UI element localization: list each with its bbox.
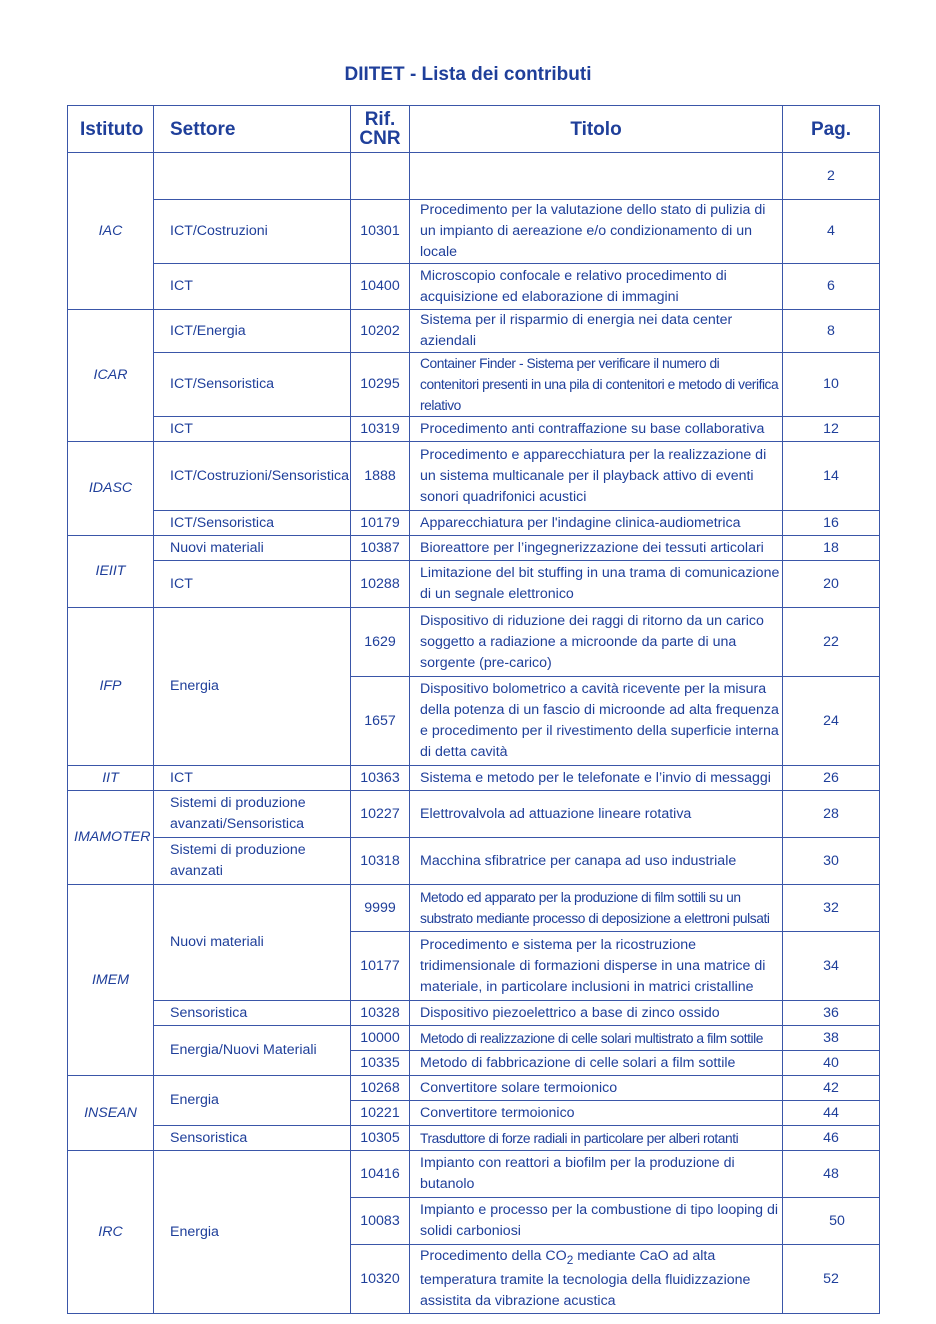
settore-cell: Sensoristica [154,1001,351,1026]
rif-cell: 10363 [351,766,410,791]
pag-cell: 36 [783,1001,880,1026]
header-settore: Settore [154,106,351,153]
titolo-cell: Procedimento per la valutazione dello stato di pulizia di un impianto di aereazione e/o condizionamento di un locale [410,200,783,264]
titolo-cell: Sistema e metodo per le telefonate e l’invio di messaggi [410,766,783,791]
titolo-cell: Dispositivo piezoelettrico a base di zinco ossido [410,1001,783,1026]
rif-cell: 10301 [351,200,410,264]
rif-cell: 1629 [351,608,410,677]
settore-cell: ICT [154,766,351,791]
settore-cell: ICT [154,264,351,310]
pag-cell: 28 [783,791,880,838]
pag-cell: 12 [783,417,880,442]
settore-cell: Energia/Nuovi Materiali [154,1026,351,1076]
table-row [68,791,880,838]
titolo-cell: Metodo ed apparato per la produzione di film sottili su un substrato mediante processo di deposizione a elettroni pulsati [410,885,783,932]
settore-cell: Sistemi di produzione avanzati/Sensoristica [154,791,351,838]
settore-cell: ICT/Energia [154,310,351,353]
istituto-cell: ICAR [68,310,154,442]
co2-subscript: 2 [566,1252,574,1267]
settore-cell: Energia [154,608,351,766]
table-row [68,511,880,536]
rif-cell: 10227 [351,791,410,838]
pag-cell: 8 [783,310,880,353]
titolo-cell [410,1245,783,1314]
istituto-cell: INSEAN [68,1076,154,1151]
pag-cell: 14 [783,442,880,511]
rif-cell [351,153,410,200]
pag-cell: 42 [783,1076,880,1101]
titolo-cell: Elettrovalvola ad attuazione lineare rotativa [410,791,783,838]
settore-cell: ICT/Sensoristica [154,511,351,536]
settore-cell: ICT [154,561,351,608]
pag-cell: 24 [783,677,880,766]
rif-cell: 10400 [351,264,410,310]
contributions-table [67,105,880,1314]
settore-cell [154,153,351,200]
pag-cell: 26 [783,766,880,791]
titolo-cell: Microscopio confocale e relativo procedimento di acquisizione ed elaborazione di immagini [410,264,783,310]
rif-cell: 10416 [351,1151,410,1198]
rif-cell: 10221 [351,1101,410,1126]
titolo-cell: Procedimento e sistema per la ricostruzione tridimensionale di formazioni disperse in una matrice di materiale, in particolare inclusioni in matrici cristalline [410,932,783,1001]
rif-cell: 10083 [351,1198,410,1245]
settore-cell: ICT [154,417,351,442]
pag-cell: 48 [783,1151,880,1198]
pag-cell: 52 [783,1245,880,1314]
titolo-cell: Sistema per il risparmio di energia nei data center aziendali [410,310,783,353]
rif-cell: 10268 [351,1076,410,1101]
rif-cell: 10335 [351,1051,410,1076]
settore-cell: ICT/Costruzioni [154,200,351,264]
table-row [68,1151,880,1198]
pag-cell: 40 [783,1051,880,1076]
table-row [68,885,880,932]
settore-cell: Nuovi materiali [154,885,351,1001]
pag-cell: 20 [783,561,880,608]
table-row [68,608,880,677]
istituto-cell: IRC [68,1151,154,1314]
titolo-text-pre: Procedimento della CO [420,1247,567,1264]
pag-cell: 16 [783,511,880,536]
istituto-cell: IMEM [68,885,154,1076]
table-row [68,1001,880,1026]
pag-cell: 32 [783,885,880,932]
pag-cell: 44 [783,1101,880,1126]
titolo-cell: Impianto e processo per la combustione di tipo looping di solidi carboniosi [410,1198,783,1245]
header-istituto: Istituto [68,106,154,153]
table-row [68,766,880,791]
titolo-cell: Procedimento e apparecchiatura per la realizzazione di un sistema multicanale per il playback attivo di eventi sonori quadrifonici acustici [410,442,783,511]
titolo-cell: Dispositivo di riduzione dei raggi di ritorno da un carico soggetto a radiazione a microonde da parte di una sorgente (pre-carico) [410,608,783,677]
pag-cell: 10 [783,353,880,417]
titolo-cell: Impianto con reattori a biofilm per la produzione di butanolo [410,1151,783,1198]
titolo-cell: Macchina sfibratrice per canapa ad uso industriale [410,838,783,885]
titolo-cell: Metodo di fabbricazione di celle solari a film sottile [410,1051,783,1076]
table-row [68,200,880,264]
header-row [68,106,880,153]
rif-cell: 10202 [351,310,410,353]
pag-cell: 38 [783,1026,880,1051]
rif-cell: 10177 [351,932,410,1001]
table-row [68,442,880,511]
settore-cell: Sensoristica [154,1126,351,1151]
istituto-cell: IIT [68,766,154,791]
pag-cell: 34 [783,932,880,1001]
table-row [68,561,880,608]
header-pag: Pag. [783,106,880,153]
rif-cell: 1657 [351,677,410,766]
istituto-cell: IDASC [68,442,154,536]
istituto-cell: IFP [68,608,154,766]
istituto-cell: IMAMOTER [68,791,154,885]
header-titolo: Titolo [410,106,783,153]
page-title: DIITET - Lista dei contributi [344,64,592,85]
header-rif-cnr [351,106,410,153]
rif-cell: 10328 [351,1001,410,1026]
pag-cell: 46 [783,1126,880,1151]
rif-cell: 10179 [351,511,410,536]
rif-cell: 9999 [351,885,410,932]
table-row [68,1026,880,1051]
titolo-cell: Dispositivo bolometrico a cavità ricevente per la misura della potenza di un fascio di microonde ad alta frequenza e procedimento per il rivestimento della superficie interna di detta cavità [410,677,783,766]
settore-cell: Energia [154,1076,351,1126]
table-row [68,310,880,353]
rif-cell: 10305 [351,1126,410,1151]
istituto-cell: IAC [68,153,154,310]
pag-cell: 4 [783,200,880,264]
settore-cell: Nuovi materiali [154,536,351,561]
header-rif-line1: Rif. [364,109,396,130]
titolo-cell: Apparecchiatura per l'indagine clinica-audiometrica [410,511,783,536]
pag-cell: 6 [783,264,880,310]
titolo-cell: Limitazione del bit stuffing in una trama di comunicazione di un segnale elettronico [410,561,783,608]
pag-cell: 18 [783,536,880,561]
pag-cell: 50 [783,1198,880,1245]
settore-cell: Energia [154,1151,351,1314]
table-row [68,264,880,310]
table-row [68,353,880,417]
table-row [68,838,880,885]
titolo-cell: Convertitore solare termoionico [410,1076,783,1101]
pag-cell: 30 [783,838,880,885]
istituto-cell: IEIIT [68,536,154,608]
rif-cell: 10387 [351,536,410,561]
header-rif-line2: CNR [359,128,401,149]
titolo-cell: Procedimento anti contraffazione su base collaborativa [410,417,783,442]
rif-cell: 1888 [351,442,410,511]
titolo-cell: Bioreattore per l’ingegnerizzazione dei tessuti articolari [410,536,783,561]
table-row [68,1076,880,1101]
rif-cell: 10320 [351,1245,410,1314]
titolo-cell [410,153,783,200]
table-row [68,1126,880,1151]
titolo-cell: Container Finder - Sistema per verificare il numero di contenitori presenti in una pila di contenitori e metodo di verifica relativo [410,353,783,417]
titolo-cell: Convertitore termoionico [410,1101,783,1126]
table-row [68,417,880,442]
rif-cell: 10319 [351,417,410,442]
pag-cell: 22 [783,608,880,677]
settore-cell: Sistemi di produzione avanzati [154,838,351,885]
titolo-cell: Trasduttore di forze radiali in particolare per alberi rotanti [410,1126,783,1151]
rif-cell: 10295 [351,353,410,417]
titolo-text-post: mediante CaO ad alta temperatura tramite la tecnologia della fluidizzazione assistita da vibrazione acustica [420,1247,751,1310]
table-row [68,536,880,561]
rif-cell: 10288 [351,561,410,608]
titolo-cell: Metodo di realizzazione di celle solari multistrato a film sottile [410,1026,783,1051]
pag-cell: 2 [783,153,880,200]
rif-cell: 10318 [351,838,410,885]
settore-cell: ICT/Sensoristica [154,353,351,417]
rif-cell: 10000 [351,1026,410,1051]
table-row [68,153,880,200]
settore-cell: ICT/Costruzioni/Sensoristica [154,442,351,511]
